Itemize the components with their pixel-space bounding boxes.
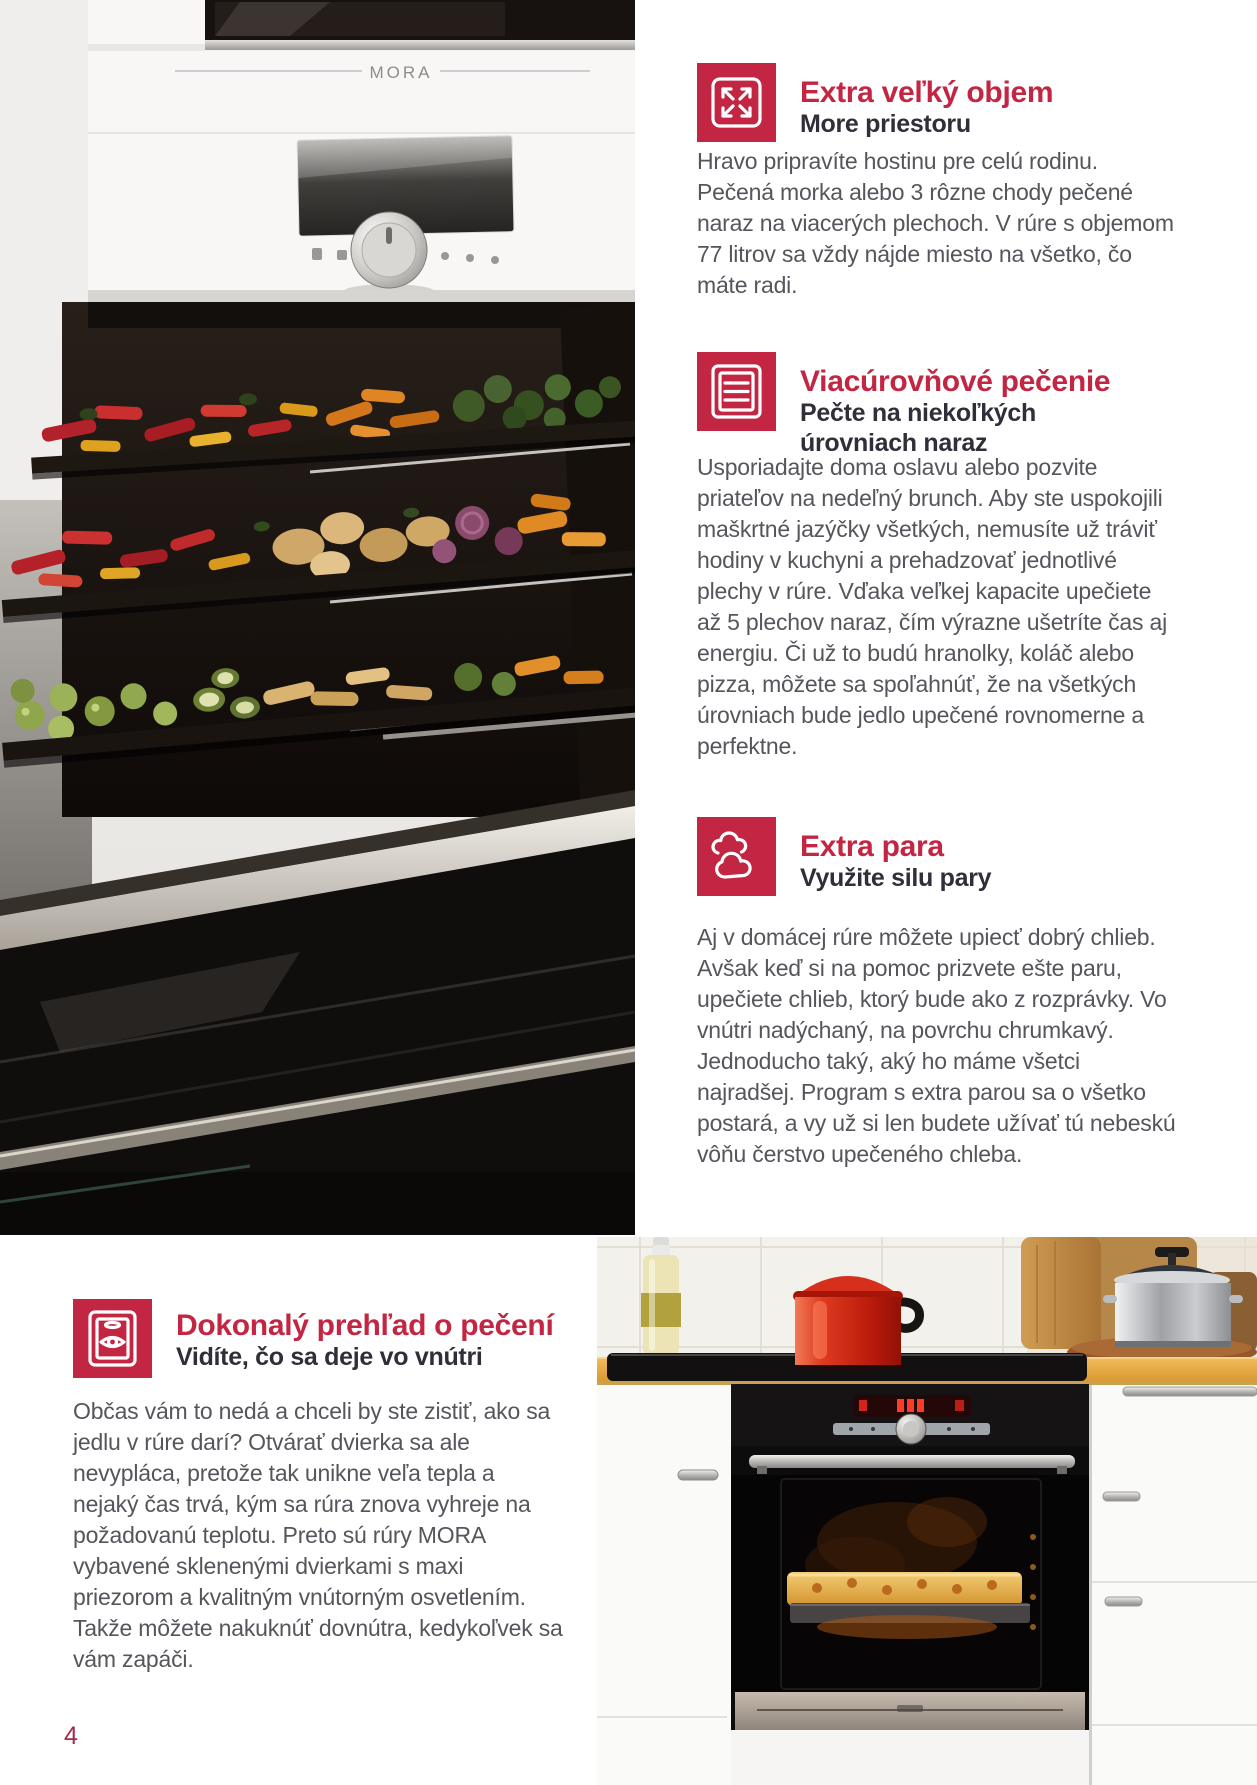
feature-body-text: Občas vám to nedá a chceli by ste zistiť, ako sa jedlu v rúre darí? Otvárať dvierka sa ale nevypláca, pretože tak unikne veľa tepla a nejaký čas trvá, kým sa rúra znova vyhreje na požadovanú teplotu. Preto sú rúry MORA vybavené sklenenými dvierkami s maxi priezorom a kvalitným vnútorným osvetlením. Takže môžete nakuknúť dovnútra, kedykoľvek sa vám zapáči. <box>73 1398 563 1672</box>
oven-front-panel <box>88 0 635 302</box>
feature-extra-steam <box>697 817 991 896</box>
feature-title: Viacúrovňové pečenie <box>800 365 1111 398</box>
feature-body-text: Hravo pripravíte hostinu pre celú rodinu. Pečená morka alebo 3 rôzne chody pečené naraz na viacerých plechoch. V rúre s objemom 77 litrov sa vždy nájde miesto na všetko, čo máte radi. <box>697 148 1174 298</box>
oven-levels-icon <box>697 352 776 431</box>
kitchen-built-in-oven-photo <box>597 1237 1257 1785</box>
baking-tray-with-pie <box>787 1572 1030 1639</box>
feature-title: Extra veľký objem <box>800 76 1054 109</box>
page-number: 4 <box>64 1722 78 1750</box>
feature-multilevel-baking <box>697 352 1130 458</box>
feature-subtitle: Vidíte, čo sa deje vo vnútri <box>176 1343 483 1371</box>
feature-body-text: Aj v domácej rúre môžete upiecť dobrý chlieb. Avšak keď si na pomoc prizvete ešte paru, upečiete chlieb, ktorý bude ako z rozprávky. Vo vnútri nadýchaný, na povrchu chrumkavý. Jednoducho taký, aký ho máme všetci najradšej. Program s extra parou sa o všetko postará, a vy už si len budete užívať tú nebeskú vôňu čerstvo upečeného chleba. <box>697 924 1176 1167</box>
feature-subtitle: Využite silu pary <box>800 864 992 892</box>
oven-window-eye-icon <box>73 1299 152 1378</box>
feature-title: Dokonalý prehľad o pečení <box>176 1309 554 1342</box>
feature-extra-volume <box>697 63 1053 142</box>
oven-door-handle <box>749 1455 1075 1468</box>
feature-subtitle: Pečte na niekoľkých úrovniach naraz <box>800 399 1036 457</box>
open-oven-vegetable-trays-photo <box>0 0 635 1235</box>
oven-knob <box>351 212 427 288</box>
oven-control-panel <box>731 1384 1089 1446</box>
built-in-oven <box>731 1384 1089 1785</box>
svg-text:MORA: MORA <box>369 63 433 82</box>
oven-door-window <box>731 1475 1089 1692</box>
steam-clouds-icon <box>697 817 776 896</box>
expand-arrows-icon <box>697 63 776 142</box>
feature-title: Extra para <box>800 830 944 863</box>
feature-perfect-view <box>73 1299 553 1378</box>
feature-subtitle: More priestoru <box>800 110 971 138</box>
feature-body-text: Usporiadajte doma oslavu alebo pozvite priateľov na nedeľný brunch. Aby ste uspokojili maškrtné jazýčky všetkých, nemusíte už tráviť hodiny v kuchyni a prehadzovať jednotlivé plechy v rúre. Vďaka veľkej kapacite upečiete až 5 plechov naraz, čím výrazne ušetríte čas aj energiu. Či už to budú hranolky, koláč alebo pizza, môžete sa spoľahnúť, že na všetkých úrovniach bude jedlo upečené rovnomerne a perfektne. <box>697 454 1167 759</box>
